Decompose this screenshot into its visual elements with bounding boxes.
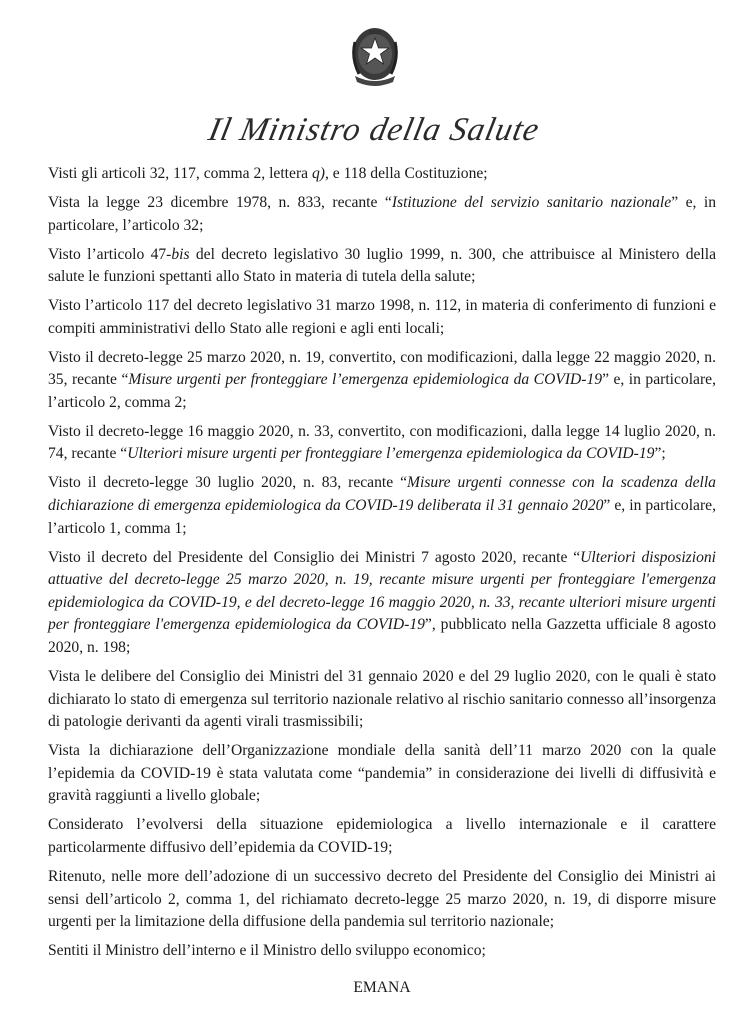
paragraph-list <box>48 163 716 963</box>
italic-citation: Misure urgenti connesse con la scadenza della dichiarazione di emergenza epidemiologica da COVID-19 deliberata il 31 gennaio 2020 <box>48 474 716 515</box>
text-segment: Visto il decreto-legge 30 luglio 2020, n. 83, recante “ <box>48 474 407 492</box>
text-segment: ” e, in particolare, l’articolo 1, comma 1; <box>48 497 716 537</box>
paragraph <box>48 347 716 415</box>
paragraph <box>48 666 716 734</box>
paragraph <box>48 740 716 808</box>
text-segment: Visto l’articolo 47- <box>48 245 172 263</box>
paragraph <box>48 244 716 289</box>
italic-citation: bis <box>171 245 190 263</box>
text-segment: Visti gli articoli 32, 117, comma 2, lettera <box>48 165 312 182</box>
paragraph <box>48 866 716 934</box>
italic-citation: Istituzione del servizio sanitario nazionale <box>391 193 672 211</box>
text-segment: del decreto legislativo 30 luglio 1999, n. 300, che attribuisce al Ministero della salute le funzioni spettanti allo Stato in materia di tutela della salute; <box>48 245 717 286</box>
italian-republic-emblem-icon <box>347 22 403 92</box>
text-segment: ”, pubblicato nella Gazzetta ufficiale 8 agosto 2020, n. 198; <box>48 616 716 657</box>
text-segment: ” e, in particolare, l’articolo 2, comma 2; <box>48 371 716 411</box>
text-segment: ” e, in particolare, l’articolo 32; <box>48 193 716 234</box>
text-segment: Visto il decreto del Presidente del Consiglio dei Ministri 7 agosto 2020, recante “ <box>48 548 581 566</box>
document-body <box>48 163 716 999</box>
text-segment: Vista la legge 23 dicembre 1978, n. 833, recante “ <box>48 193 392 211</box>
text-segment: Ritenuto, nelle more dell’adozione di un successivo decreto del Presidente del Consiglio dei Ministri ai sensi dell’articolo 2, comma 1, del richiamato decreto-legge 25 marzo 2020, n. 19, di disporre misure urgenti per la limitazione della diffusione della pandemia sul territorio nazionale; <box>48 867 716 931</box>
text-segment: , e 118 della Costituzione; <box>324 165 488 182</box>
italic-citation: Misure urgenti per fronteggiare l’emergenza epidemiologica da COVID-19 <box>128 371 603 389</box>
paragraph <box>48 295 716 340</box>
text-segment: ”; <box>654 445 666 463</box>
paragraph <box>48 940 716 963</box>
italic-citation: Ulteriori misure urgenti per fronteggiare l’emergenza epidemiologica da COVID-19 <box>127 445 655 463</box>
paragraph <box>48 192 716 237</box>
text-segment: Visto l’articolo 117 del decreto legislativo 31 marzo 1998, n. 112, in materia di conferimento di funzioni e compiti amministrativi dello Stato alle regioni e agli enti locali; <box>48 297 716 337</box>
text-segment: Vista le delibere del Consiglio dei Ministri del 31 gennaio 2020 e del 29 luglio 2020, con le quali è stato dichiarato lo stato di emergenza sul territorio nazionale relativo al rischio sanitario connesso all’insorgenza di patologie derivanti da agenti virali trasmissibili; <box>48 668 716 731</box>
italic-citation: Ulteriori disposizioni attuative del decreto-legge 25 marzo 2020, n. 19, recante misure urgenti per fronteggiare l'emergenza epidemiologica da COVID-19, e del decreto-legge 16 maggio 2020, n. 33, recante ulteriori misure urgenti per fronteggiare l'emergenza epidemiologica da COVID-19 <box>48 548 717 634</box>
paragraph <box>48 547 716 660</box>
text-segment: Visto il decreto-legge 25 marzo 2020, n. 19, convertito, con modificazioni, dalla legge 22 maggio 2020, n. 35, recante “ <box>48 348 716 389</box>
paragraph <box>48 472 716 540</box>
italic-citation: q) <box>311 165 325 182</box>
paragraph <box>48 814 716 859</box>
text-segment: Considerato l’evolversi della situazione epidemiologica a livello internazionale e il carattere particolarmente diffusivo dell’epidemia da COVID-19; <box>48 816 716 856</box>
text-segment: Vista la dichiarazione dell’Organizzazione mondiale della sanità dell’11 marzo 2020 con la quale l’epidemia da COVID-19 è stata valutata come “pandemia” in considerazione dei livelli di diffusività e gravità raggiunti a livello globale; <box>48 742 716 805</box>
paragraph <box>48 421 716 466</box>
text-segment: Sentiti il Ministro dell’interno e il Ministro dello sviluppo economico; <box>48 942 486 960</box>
text-segment: Visto il decreto-legge 16 maggio 2020, n. 33, convertito, con modificazioni, dalla legge 14 luglio 2020, n. 74, recante “ <box>48 422 716 463</box>
paragraph <box>48 163 716 186</box>
closing-emana: EMANA <box>353 978 411 996</box>
page-title: Il Ministro della Salute <box>205 112 543 148</box>
